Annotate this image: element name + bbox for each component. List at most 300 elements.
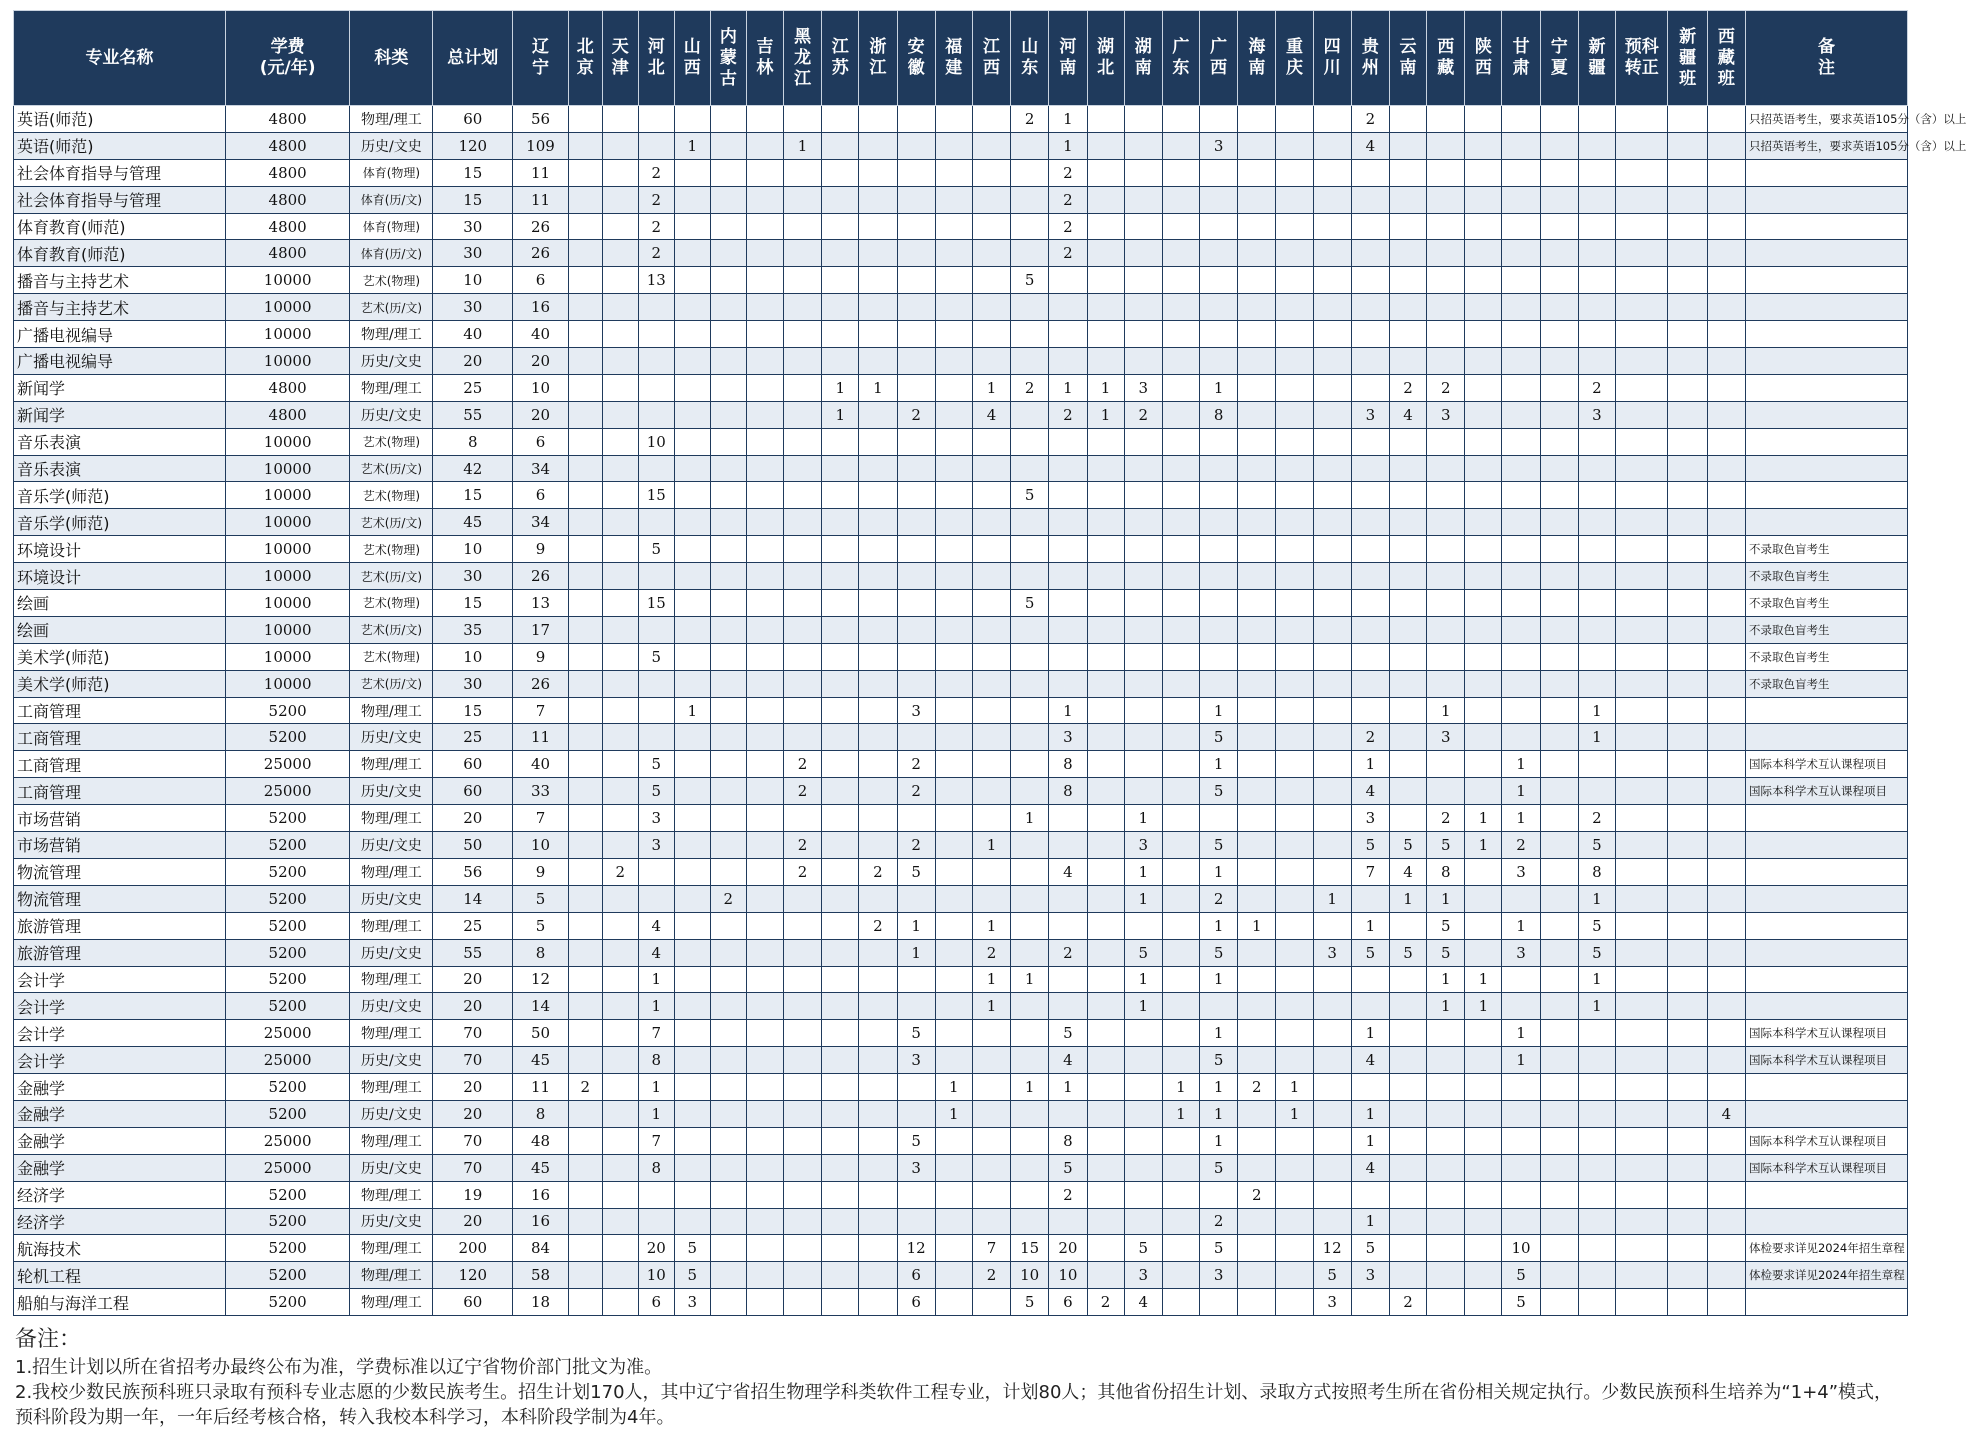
table-row [14,1100,1908,1127]
province-quota-cell [972,751,1010,778]
table-row [14,993,1908,1020]
province-quota-cell: 5 [1199,939,1237,966]
province-quota-cell [568,1208,602,1235]
column-header: 浙 江 [859,11,897,106]
province-quota-cell [822,294,859,321]
province-quota-cell [1616,1047,1668,1074]
province-quota-cell: 1 [1199,751,1237,778]
province-quota-cell [1502,1208,1540,1235]
province-quota-cell [1087,294,1124,321]
total-plan-cell: 45 [433,509,513,536]
province-quota-cell: 2 [638,186,674,213]
tuition-cell: 10000 [225,536,350,563]
province-quota-cell [1502,616,1540,643]
province-quota-cell [1238,616,1276,643]
total-plan-cell: 20 [433,348,513,375]
province-quota-cell [1707,374,1745,401]
province-quota-cell [602,832,638,859]
province-quota-cell [859,348,897,375]
province-quota-cell: 3 [1427,724,1465,751]
province-quota-cell [1389,455,1426,482]
province-quota-cell [1238,858,1276,885]
province-quota-cell [1540,1047,1578,1074]
province-quota-cell [859,1020,897,1047]
province-quota-cell [1238,1020,1276,1047]
column-header: 辽 宁 [513,11,569,106]
province-quota-cell [1578,590,1615,617]
province-quota-cell: 9 [513,536,569,563]
province-quota-cell: 10 [513,374,569,401]
province-quota-cell: 1 [1578,724,1615,751]
province-quota-cell [1540,993,1578,1020]
province-quota-cell [602,1074,638,1101]
province-quota-cell [1313,643,1351,670]
province-quota-cell [1465,912,1502,939]
province-quota-cell [1049,482,1087,509]
province-quota-cell [897,213,935,240]
province-quota-cell [1540,428,1578,455]
province-quota-cell [602,455,638,482]
province-quota-cell [746,1074,783,1101]
province-quota-cell [1465,294,1502,321]
major-name-cell: 新闻学 [14,374,226,401]
subject-category-cell: 历史/文史 [350,1154,433,1181]
province-quota-cell [638,616,674,643]
province-quota-cell [1540,885,1578,912]
remark-cell [1745,213,1907,240]
province-quota-cell [1578,1074,1615,1101]
province-quota-cell [897,186,935,213]
province-quota-cell [972,1181,1010,1208]
province-quota-cell [935,966,972,993]
province-quota-cell [1276,482,1313,509]
province-quota-cell [859,536,897,563]
major-name-cell: 工商管理 [14,724,226,751]
province-quota-cell: 2 [783,751,821,778]
total-plan-cell: 20 [433,1100,513,1127]
province-quota-cell [1502,348,1540,375]
province-quota-cell [1578,186,1615,213]
province-quota-cell [822,455,859,482]
province-quota-cell: 1 [1049,1074,1087,1101]
province-quota-cell [935,240,972,267]
province-quota-cell [859,1074,897,1101]
province-quota-cell: 4 [1124,1289,1162,1316]
province-quota-cell [1238,590,1276,617]
province-quota-cell [1502,643,1540,670]
province-quota-cell [746,294,783,321]
province-quota-cell [1502,482,1540,509]
province-quota-cell [602,401,638,428]
province-quota-cell: 7 [638,1127,674,1154]
province-quota-cell [1578,1235,1615,1262]
province-quota-cell [1124,563,1162,590]
province-quota-cell [1707,536,1745,563]
province-quota-cell [1578,267,1615,294]
province-quota-cell [710,132,746,159]
province-quota-cell [602,1100,638,1127]
province-quota-cell [1087,106,1124,133]
remark-cell [1745,1289,1907,1316]
province-quota-cell: 20 [1049,1235,1087,1262]
province-quota-cell [746,616,783,643]
province-quota-cell [1124,670,1162,697]
province-quota-cell [746,966,783,993]
province-quota-cell: 5 [1124,939,1162,966]
province-quota-cell: 2 [1578,374,1615,401]
province-quota-cell [746,885,783,912]
province-quota-cell [1465,428,1502,455]
province-quota-cell [1238,428,1276,455]
major-name-cell: 市场营销 [14,805,226,832]
province-quota-cell [1124,751,1162,778]
province-quota-cell [638,1181,674,1208]
table-row [14,240,1908,267]
province-quota-cell [1707,321,1745,348]
province-quota-cell [746,1235,783,1262]
province-quota-cell [1276,1047,1313,1074]
province-quota-cell [602,590,638,617]
province-quota-cell [746,374,783,401]
province-quota-cell [1540,1289,1578,1316]
province-quota-cell [1162,563,1199,590]
province-quota-cell [602,563,638,590]
province-quota-cell [1276,670,1313,697]
province-quota-cell [935,1047,972,1074]
province-quota-cell [1707,1181,1745,1208]
province-quota-cell [568,1127,602,1154]
province-quota-cell [1540,509,1578,536]
province-quota-cell [1707,832,1745,859]
subject-category-cell: 艺术(物理) [350,643,433,670]
major-name-cell: 英语(师范) [14,132,226,159]
province-quota-cell [1238,1208,1276,1235]
province-quota-cell [1578,1262,1615,1289]
province-quota-cell [1427,1020,1465,1047]
province-quota-cell: 1 [1578,885,1615,912]
province-quota-cell [602,885,638,912]
province-quota-cell [1578,294,1615,321]
province-quota-cell [1540,1208,1578,1235]
province-quota-cell: 1 [1427,697,1465,724]
province-quota-cell [1124,321,1162,348]
province-quota-cell [1540,294,1578,321]
province-quota-cell [568,455,602,482]
province-quota-cell [1427,348,1465,375]
province-quota-cell [1707,643,1745,670]
province-quota-cell [674,563,710,590]
province-quota-cell [1087,966,1124,993]
province-quota-cell [972,213,1010,240]
province-quota-cell [1313,805,1351,832]
province-quota-cell: 1 [1011,805,1049,832]
province-quota-cell [1427,509,1465,536]
province-quota-cell [783,724,821,751]
province-quota-cell: 6 [897,1262,935,1289]
province-quota-cell [1011,401,1049,428]
total-plan-cell: 25 [433,912,513,939]
province-quota-cell [568,132,602,159]
province-quota-cell [897,240,935,267]
province-quota-cell: 1 [822,401,859,428]
tuition-cell: 5200 [225,724,350,751]
total-plan-cell: 30 [433,294,513,321]
province-quota-cell [783,159,821,186]
province-quota-cell [1238,536,1276,563]
province-quota-cell: 2 [1049,1181,1087,1208]
province-quota-cell [1313,697,1351,724]
province-quota-cell [1427,643,1465,670]
province-quota-cell [1389,159,1426,186]
province-quota-cell [1313,1074,1351,1101]
province-quota-cell [1124,1154,1162,1181]
province-quota-cell [1049,536,1087,563]
province-quota-cell: 1 [1049,106,1087,133]
province-quota-cell [568,348,602,375]
subject-category-cell: 体育(历/文) [350,186,433,213]
province-quota-cell [674,455,710,482]
province-quota-cell [783,348,821,375]
province-quota-cell [746,805,783,832]
province-quota-cell [1707,348,1745,375]
notes-section [15,1326,1910,1430]
province-quota-cell [1707,294,1745,321]
province-quota-cell [1707,1154,1745,1181]
province-quota-cell: 1 [1351,1127,1389,1154]
province-quota-cell [1465,697,1502,724]
province-quota-cell [822,1020,859,1047]
tuition-cell: 4800 [225,213,350,240]
province-quota-cell [746,240,783,267]
province-quota-cell [1668,697,1707,724]
province-quota-cell [783,1154,821,1181]
province-quota-cell [568,993,602,1020]
province-quota-cell: 1 [1124,805,1162,832]
remark-cell [1745,1100,1907,1127]
province-quota-cell [1276,1127,1313,1154]
province-quota-cell: 2 [1087,1289,1124,1316]
tuition-cell: 10000 [225,643,350,670]
province-quota-cell [1465,267,1502,294]
province-quota-cell [1011,616,1049,643]
province-quota-cell [1668,939,1707,966]
province-quota-cell: 1 [1049,132,1087,159]
province-quota-cell [1668,186,1707,213]
province-quota-cell: 5 [1389,832,1426,859]
province-quota-cell [1502,1181,1540,1208]
province-quota-cell: 26 [513,670,569,697]
province-quota-cell [1276,805,1313,832]
province-quota-cell [746,939,783,966]
province-quota-cell [859,885,897,912]
province-quota-cell [1707,132,1745,159]
province-quota-cell [1199,536,1237,563]
province-quota-cell [1011,159,1049,186]
province-quota-cell: 4 [1351,1047,1389,1074]
province-quota-cell: 10 [513,832,569,859]
province-quota-cell [935,832,972,859]
province-quota-cell [1124,428,1162,455]
province-quota-cell [783,536,821,563]
province-quota-cell [783,401,821,428]
table-row [14,401,1908,428]
province-quota-cell [1616,1020,1668,1047]
province-quota-cell [1199,590,1237,617]
province-quota-cell [1540,643,1578,670]
province-quota-cell [1389,1235,1426,1262]
province-quota-cell: 34 [513,509,569,536]
province-quota-cell [1616,751,1668,778]
province-quota-cell [1707,939,1745,966]
province-quota-cell: 5 [1049,1154,1087,1181]
province-quota-cell [859,939,897,966]
province-quota-cell [1351,590,1389,617]
province-quota-cell [602,1047,638,1074]
province-quota-cell [710,455,746,482]
province-quota-cell [638,374,674,401]
province-quota-cell [1389,1127,1426,1154]
province-quota-cell [897,159,935,186]
province-quota-cell [746,321,783,348]
province-quota-cell [1087,939,1124,966]
province-quota-cell [822,321,859,348]
province-quota-cell [1162,805,1199,832]
province-quota-cell [822,1289,859,1316]
province-quota-cell [1199,455,1237,482]
tuition-cell: 5200 [225,697,350,724]
province-quota-cell [1616,240,1668,267]
province-quota-cell: 1 [1049,697,1087,724]
province-quota-cell [674,643,710,670]
province-quota-cell: 1 [674,697,710,724]
province-quota-cell: 1 [638,1074,674,1101]
province-quota-cell [674,482,710,509]
province-quota-cell [674,939,710,966]
province-quota-cell [1087,563,1124,590]
remark-cell [1745,240,1907,267]
province-quota-cell: 1 [1199,1020,1237,1047]
province-quota-cell [1351,374,1389,401]
table-row [14,912,1908,939]
province-quota-cell [1276,993,1313,1020]
column-header: 吉 林 [746,11,783,106]
province-quota-cell [1087,993,1124,1020]
province-quota-cell [1238,966,1276,993]
province-quota-cell: 1 [1502,778,1540,805]
subject-category-cell: 物理/理工 [350,1235,433,1262]
province-quota-cell [1011,724,1049,751]
province-quota-cell [602,1181,638,1208]
province-quota-cell: 1 [1087,374,1124,401]
major-name-cell: 经济学 [14,1181,226,1208]
province-quota-cell [972,1208,1010,1235]
province-quota-cell [1087,1074,1124,1101]
province-quota-cell [972,1020,1010,1047]
table-row [14,670,1908,697]
column-header: 贵 州 [1351,11,1389,106]
province-quota-cell [1238,186,1276,213]
province-quota-cell [822,1047,859,1074]
province-quota-cell: 1 [1124,966,1162,993]
province-quota-cell: 45 [513,1047,569,1074]
province-quota-cell [1313,1154,1351,1181]
province-quota-cell: 3 [1427,401,1465,428]
province-quota-cell [1276,697,1313,724]
province-quota-cell [1238,563,1276,590]
province-quota-cell [1313,321,1351,348]
subject-category-cell: 物理/理工 [350,1074,433,1101]
province-quota-cell [1049,670,1087,697]
province-quota-cell [638,132,674,159]
table-row [14,1262,1908,1289]
province-quota-cell [1540,563,1578,590]
province-quota-cell [783,455,821,482]
province-quota-cell [1124,509,1162,536]
table-header [14,11,1908,106]
province-quota-cell [1087,912,1124,939]
province-quota-cell [1276,455,1313,482]
province-quota-cell [859,267,897,294]
province-quota-cell [1465,724,1502,751]
major-name-cell: 物流管理 [14,858,226,885]
table-row [14,590,1908,617]
province-quota-cell [1238,778,1276,805]
province-quota-cell [1124,240,1162,267]
column-header: 新 疆 [1578,11,1615,106]
province-quota-cell [1276,643,1313,670]
province-quota-cell [1427,778,1465,805]
province-quota-cell [1668,1289,1707,1316]
province-quota-cell [859,1289,897,1316]
province-quota-cell [897,993,935,1020]
province-quota-cell [602,1154,638,1181]
province-quota-cell [1427,240,1465,267]
remark-cell: 体检要求详见2024年招生章程 [1745,1262,1907,1289]
tuition-cell: 5200 [225,858,350,885]
province-quota-cell [1162,993,1199,1020]
province-quota-cell [1707,455,1745,482]
province-quota-cell: 1 [638,993,674,1020]
header-row [14,11,1908,106]
subject-category-cell: 历史/文史 [350,885,433,912]
province-quota-cell [1351,186,1389,213]
province-quota-cell [746,563,783,590]
province-quota-cell [1465,616,1502,643]
subject-category-cell: 历史/文史 [350,832,433,859]
province-quota-cell [1276,1262,1313,1289]
province-quota-cell: 1 [1389,885,1426,912]
major-name-cell: 绘画 [14,590,226,617]
province-quota-cell: 1 [1351,1208,1389,1235]
province-quota-cell: 5 [1199,778,1237,805]
province-quota-cell [783,186,821,213]
province-quota-cell [674,1047,710,1074]
province-quota-cell [935,643,972,670]
province-quota-cell [1162,724,1199,751]
province-quota-cell [859,1208,897,1235]
province-quota-cell [1578,455,1615,482]
province-quota-cell [1616,1208,1668,1235]
province-quota-cell [1351,643,1389,670]
province-quota-cell: 7 [972,1235,1010,1262]
subject-category-cell: 物理/理工 [350,106,433,133]
province-quota-cell: 3 [1502,939,1540,966]
province-quota-cell [1238,455,1276,482]
province-quota-cell [1162,912,1199,939]
total-plan-cell: 20 [433,805,513,832]
province-quota-cell [935,993,972,1020]
province-quota-cell: 12 [1313,1235,1351,1262]
